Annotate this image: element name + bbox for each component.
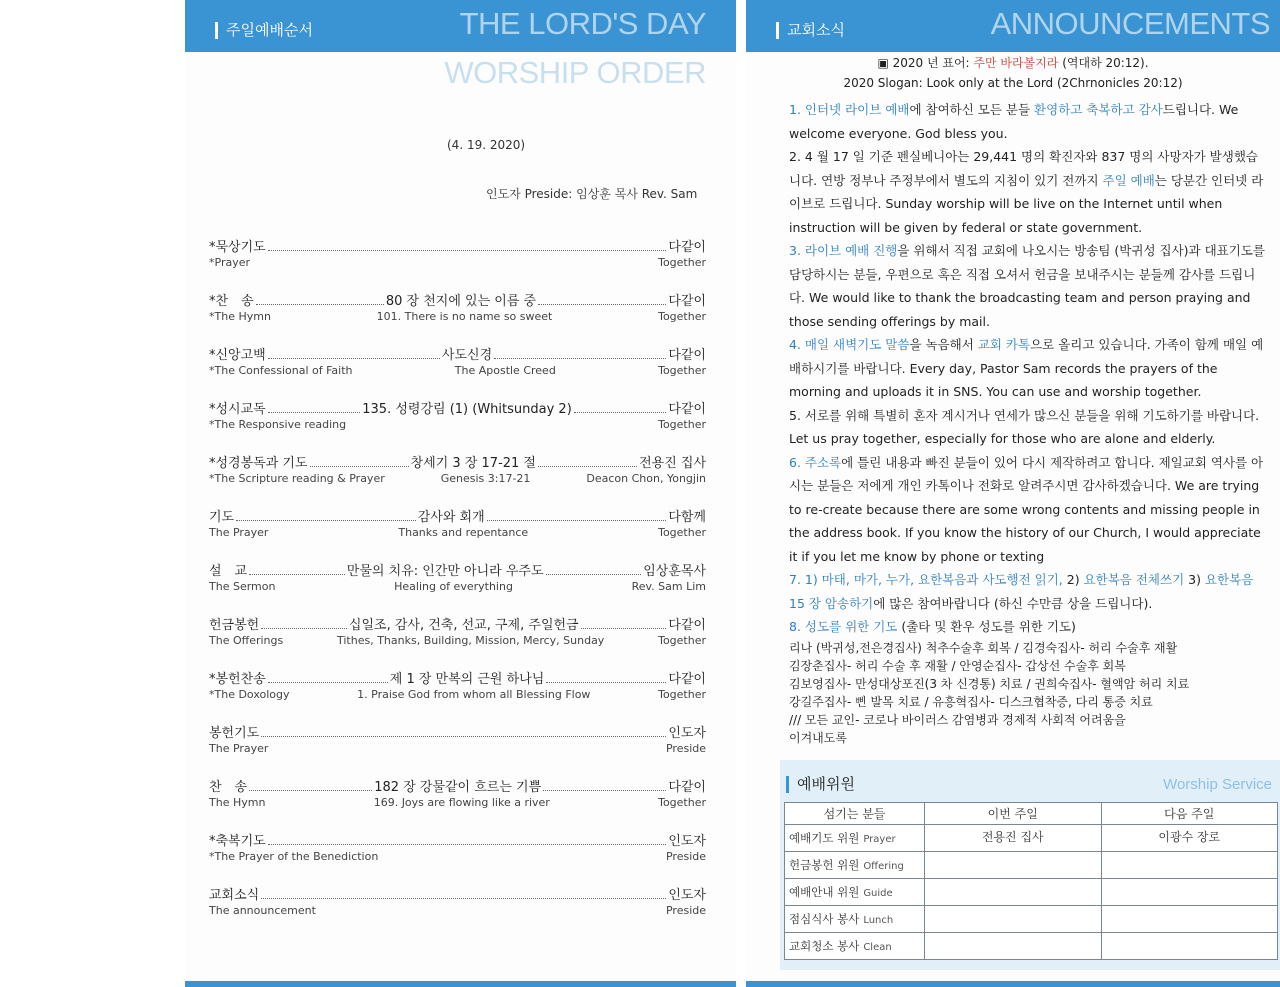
leader-dots xyxy=(546,574,642,575)
ann-highlight: 1. 인터넷 라이브 예배 xyxy=(789,102,910,117)
item-ko-row xyxy=(209,668,706,688)
item-en-row xyxy=(209,634,706,647)
item-content-en: 101. There is no name so sweet xyxy=(376,310,553,323)
item-en-row xyxy=(209,418,706,431)
leader-dots xyxy=(543,790,666,791)
ann-text: 에 참여하신 모든 분들 xyxy=(909,102,1031,117)
item-en-row xyxy=(209,472,706,485)
item-ko-row xyxy=(209,506,706,526)
table-header-row xyxy=(785,803,1278,825)
worship-service-box xyxy=(780,760,1280,970)
item-title-ko: *봉헌찬송 xyxy=(209,672,266,687)
table-row xyxy=(785,933,1278,960)
item-leader-ko: 인도자 xyxy=(668,888,706,903)
leader-dots xyxy=(236,520,416,521)
item-title-en: *The Doxology xyxy=(209,688,290,701)
leader-dots xyxy=(310,466,409,467)
item-leader-en: Preside xyxy=(665,742,706,755)
item-leader-ko: 다같이 xyxy=(668,294,707,309)
item-leader-en: Deacon Chon, Yongjin xyxy=(586,472,706,485)
order-item xyxy=(209,776,706,830)
staff-title-en: Worship Service xyxy=(1163,776,1272,793)
ann-text: 2. 4 월 17 일 기준 펜실베니아는 29,441 명의 확진자와 837 명의 사망자가 발생했습니다. 연방 정부나 주정부에서 별도의 지침이 있기 전까지 xyxy=(789,149,1258,188)
item-leader-ko: 인도자 xyxy=(668,726,706,741)
this-week-cell xyxy=(925,879,1102,906)
item-ko-row xyxy=(209,830,706,850)
item-title-en: *The Responsive reading xyxy=(209,418,347,431)
table-row xyxy=(785,825,1278,852)
item-content-en xyxy=(316,904,666,917)
prayer-line: /// 모든 교인- 코로나 바이러스 감염병과 경제적 사회적 어려움을 xyxy=(789,712,1126,727)
item-content-ko: 사도신경 xyxy=(441,348,493,363)
item-content-en xyxy=(346,418,658,431)
worship-order-page xyxy=(185,0,736,987)
leader-dots xyxy=(487,520,667,521)
order-list xyxy=(209,236,706,938)
item-ko-row xyxy=(209,236,706,256)
ann-highlight: 요한복음 15 장 암송하기 xyxy=(789,572,1254,611)
ann-highlight: 8. 성도를 위한 기도 xyxy=(789,619,898,634)
ann-highlight: 7. 1) xyxy=(789,572,818,587)
item-title-en: The Prayer xyxy=(209,742,269,755)
item-leader-ko: 다같이 xyxy=(668,672,706,687)
item-ko-row xyxy=(209,614,706,634)
item-leader-en: Together xyxy=(658,418,706,431)
role-en: Lunch xyxy=(863,915,894,926)
item-title-en: The Prayer xyxy=(209,526,269,539)
page-title: THE LORD'S DAY xyxy=(459,6,706,41)
bottom-bar xyxy=(185,981,736,987)
section-tab: 교회소식 xyxy=(776,22,845,39)
item-en-row xyxy=(209,310,706,323)
order-item xyxy=(209,560,706,614)
item-en-row xyxy=(209,796,706,809)
ann-highlight: 6. 주소록 xyxy=(789,454,842,470)
order-item xyxy=(209,668,706,722)
item-title-ko: 봉헌기도 xyxy=(209,726,260,741)
leader-dots xyxy=(546,682,666,683)
order-item xyxy=(209,614,706,668)
order-item xyxy=(209,290,706,344)
item-en-row xyxy=(209,850,706,863)
item-content-en xyxy=(250,256,658,269)
item-leader-ko: 다같이 xyxy=(668,240,706,255)
item-content-ko: 135. 성령강림 (1) (Whitsunday 2) xyxy=(362,402,572,417)
item-content-en: The Apostle Creed xyxy=(454,364,556,377)
this-week-cell xyxy=(925,933,1102,960)
item-title-en: *The Hymn xyxy=(209,310,271,323)
prayer-line: 리나 (박귀성,전은경집사) 척추수술후 회복 / 김경숙집사- 허리 수술후 재활 xyxy=(789,640,1178,655)
item-leader-ko: 임상훈목사 xyxy=(643,564,706,579)
ann-highlight: 요한복음 전체쓰기 xyxy=(1083,572,1185,587)
column-header: 다음 주일 xyxy=(1101,803,1278,825)
ann-highlight: 3. 라이브 예배 진행 xyxy=(789,243,898,258)
staff-table xyxy=(784,802,1278,960)
item-leader-ko: 다함께 xyxy=(668,510,706,525)
role-en: Clean xyxy=(863,942,892,953)
announcement-2 xyxy=(789,145,1267,239)
leader-dots xyxy=(261,898,666,899)
ann-text: 에 틀린 내용과 빠진 분들이 있어 다시 제작하려고 합니다. 제일교회 역사를 아시는 분들은 저에게 개인 카톡이나 전화로 알려주시면 감사하겠습니다. We are trying to re-create because there are some wrong contents and missing people in the address book. If you know the history of our Church, I would appreciate it if you let me know by phone or texting xyxy=(789,454,1264,564)
next-week-cell xyxy=(1101,933,1278,960)
header-bar xyxy=(185,0,736,52)
item-title-ko: 기도 xyxy=(209,510,235,525)
page-subtitle: WORSHIP ORDER xyxy=(444,55,706,90)
role-en: Offering xyxy=(863,861,904,872)
ann-text: (출타 및 환우 성도를 위한 기도) xyxy=(901,619,1076,634)
item-title-en: *The Prayer of the Benediction xyxy=(209,850,379,863)
item-content-en xyxy=(268,742,666,755)
item-ko-row xyxy=(209,884,706,904)
role-cell xyxy=(785,852,925,879)
item-title-en: *Prayer xyxy=(209,256,251,269)
order-item xyxy=(209,344,706,398)
ann-highlight: 환영하고 축복하고 감사 xyxy=(1034,102,1163,117)
item-title-ko: *묵상기도 xyxy=(209,240,266,255)
item-ko-row xyxy=(209,560,706,580)
leader-dots xyxy=(538,466,637,467)
column-header: 이번 주일 xyxy=(925,803,1102,825)
order-item xyxy=(209,722,706,776)
item-leader-en: Together xyxy=(658,526,706,539)
item-ko-row xyxy=(209,722,706,742)
prayer-line: 이겨내도록 xyxy=(789,730,847,745)
ann-text: 는 당분간 인터넷 라이브로 드립니다. Sunday worship will be live on the Internet until when instruction will be given by federal or state government. xyxy=(789,172,1264,235)
item-title-en: The Sermon xyxy=(209,580,276,593)
item-en-row xyxy=(209,904,706,917)
item-content-en: Tithes, Thanks, Building, Mission, Mercy, Sunday xyxy=(336,634,605,647)
next-week-cell: 이광수 장로 xyxy=(1101,825,1278,852)
column-header: 섬기는 분들 xyxy=(785,803,925,825)
leader-dots xyxy=(249,574,345,575)
item-title-en: *The Scripture reading & Prayer xyxy=(209,472,385,485)
item-content-ko: 182 장 강물같이 흐르는 기쁨 xyxy=(374,780,542,795)
ann-text: 에 많은 참여바랍니다 (하신 수만큼 상을 드립니다). xyxy=(873,595,1153,611)
role-cell xyxy=(785,825,925,852)
table-row xyxy=(785,879,1278,906)
item-en-row xyxy=(209,580,706,593)
ann-text: 을 녹음해서 xyxy=(909,337,974,352)
role-cell xyxy=(785,933,925,960)
role-en: Guide xyxy=(863,888,893,899)
item-title-en: *The Confessional of Faith xyxy=(209,364,353,377)
item-title-en: The announcement xyxy=(209,904,316,917)
item-title-ko: 헌금봉헌 xyxy=(209,618,260,633)
item-title-ko: *성경봉독과 기도 xyxy=(209,456,308,471)
item-content-en: Healing of everything xyxy=(394,580,513,593)
slogan-highlight: 주만 바라볼지라 xyxy=(973,56,1059,70)
item-en-row xyxy=(209,256,706,269)
order-item xyxy=(209,398,706,452)
ann-highlight: 주일 예배 xyxy=(1102,172,1155,188)
item-ko-row xyxy=(209,452,706,472)
item-leader-ko: 인도자 xyxy=(668,834,706,849)
ann-highlight: 마태, 마가, 누가, 요한복음과 사도행전 읽기, xyxy=(821,572,1063,587)
item-content-ko: 만물의 치유: 인간만 아니라 우주도 xyxy=(346,564,544,579)
item-content-ko: 창세기 3 장 17-21 절 xyxy=(410,456,536,471)
announcement-6 xyxy=(789,451,1267,569)
item-leader-en: Together xyxy=(658,634,706,647)
item-title-ko: *찬 송 xyxy=(209,294,254,309)
staff-tab: 예배위원 xyxy=(786,776,855,793)
item-title-en: The Hymn xyxy=(209,796,266,809)
this-week-cell: 전용진 집사 xyxy=(925,825,1102,852)
announcement-1 xyxy=(789,98,1267,145)
this-week-cell xyxy=(925,906,1102,933)
order-item xyxy=(209,884,706,938)
leader-dots xyxy=(261,628,347,629)
leader-dots xyxy=(261,736,666,737)
item-content-en xyxy=(378,850,666,863)
slogan-suffix: (역대하 20:12). xyxy=(1062,56,1149,70)
ann-text: 2) xyxy=(1066,572,1080,587)
table-row xyxy=(785,906,1278,933)
ann-text: 3) xyxy=(1188,572,1201,587)
item-leader-ko: 다같이 xyxy=(668,348,706,363)
announcement-3 xyxy=(789,239,1267,333)
next-week-cell xyxy=(1101,906,1278,933)
slogan-prefix: ▣ 2020 년 표어: xyxy=(877,56,970,70)
role-ko: 예배안내 위원 xyxy=(789,885,860,899)
prayer-line: 강길주집사- 삔 발목 치료 / 유흥혁집사- 디스크협착증, 다리 통증 치료 xyxy=(789,694,1153,709)
item-content-en: 169. Joys are flowing like a river xyxy=(373,796,550,809)
bottom-bar xyxy=(746,981,1280,987)
role-cell xyxy=(785,906,925,933)
item-leader-en: Preside xyxy=(665,850,706,863)
leader-dots xyxy=(538,304,666,305)
announcement-list xyxy=(789,98,1267,747)
leader-dots xyxy=(256,304,384,305)
item-title-ko: *축복기도 xyxy=(209,834,266,849)
item-leader-ko: 다같이 xyxy=(668,402,706,417)
item-leader-ko: 전용진 집사 xyxy=(639,456,707,471)
leader-dots xyxy=(268,412,361,413)
announcements-page xyxy=(746,0,1280,987)
prayer-line: 김보영집사- 만성대상포진(3 차 신경통) 치료 / 권희숙집사- 혈액암 허리 치료 xyxy=(789,676,1190,691)
ann-text: 으로 올리고 있습니다. 가족이 함께 매일 예배하시기를 바랍니다. Every day, Pastor Sam records the prayers of the morning and uploads it in SNS. You can use and worship together. xyxy=(789,337,1264,399)
role-cell xyxy=(785,879,925,906)
item-leader-en: Together xyxy=(658,310,706,323)
item-en-row xyxy=(209,526,706,539)
leader-dots xyxy=(268,682,388,683)
item-title-en: The Offerings xyxy=(209,634,284,647)
leader-dots xyxy=(494,358,666,359)
item-title-ko: *성시교독 xyxy=(209,402,266,417)
page-title: ANNOUNCEMENTS xyxy=(990,6,1270,41)
item-title-ko: *신앙고백 xyxy=(209,348,266,363)
role-ko: 점심식사 봉사 xyxy=(789,912,860,926)
item-title-ko: 설 교 xyxy=(209,564,248,579)
service-date: (4. 19. 2020) xyxy=(447,138,526,152)
item-en-row xyxy=(209,742,706,755)
item-content-ko: 80 장 천지에 있는 이름 중 xyxy=(385,294,537,309)
item-ko-row xyxy=(209,776,706,796)
leader-dots xyxy=(268,250,667,251)
table-row xyxy=(785,852,1278,879)
item-content-ko: 십일조, 감사, 건축, 선교, 구제, 주일헌금 xyxy=(348,618,579,633)
item-content-ko: 감사와 회개 xyxy=(417,510,485,525)
item-content-en: Genesis 3:17-21 xyxy=(440,472,531,485)
item-ko-row xyxy=(209,290,706,310)
order-item xyxy=(209,830,706,884)
item-leader-en: Together xyxy=(658,256,706,269)
leader-dots xyxy=(268,358,440,359)
slogan-ko xyxy=(746,54,1280,71)
order-item xyxy=(209,236,706,290)
slogan-en: 2020 Slogan: Look only at the Lord (2Chrnonicles 20:12) xyxy=(843,76,1183,90)
item-ko-row xyxy=(209,398,706,418)
announcement-5: 5. 서로를 위해 특별히 혼자 계시거나 연세가 많으신 분들을 위해 기도하기를 바랍니다. Let us pray together, especially for those who are alone and elderly. xyxy=(789,407,1260,446)
item-leader-ko: 다같이 xyxy=(668,618,706,633)
item-ko-row xyxy=(209,344,706,364)
item-en-row xyxy=(209,364,706,377)
ann-highlight: 교회 카톡 xyxy=(977,337,1031,352)
prayer-line: 김장춘집사- 허리 수술 후 재활 / 안영순집사- 갑상선 수술후 회복 xyxy=(789,658,1126,673)
item-leader-en: Rev. Sam Lim xyxy=(631,580,706,593)
next-week-cell xyxy=(1101,852,1278,879)
item-leader-ko: 다같이 xyxy=(668,780,706,795)
ann-text: 을 위해서 직접 교회에 나오시는 방송팀 (박귀성 집사)과 대표기도를 담당하시는 분들, 우편으로 혹은 직접 오셔서 헌금을 보내주시는 분들께 감사를 드립니다. We would like to thank the broadcasting team and person praying and those sending offerings by mail. xyxy=(789,243,1265,329)
announcement-4 xyxy=(789,333,1267,404)
role-ko: 예배기도 위원 xyxy=(789,831,860,845)
leader-dots xyxy=(249,790,372,791)
this-week-cell xyxy=(925,852,1102,879)
next-week-cell xyxy=(1101,879,1278,906)
item-content-en: Thanks and repentance xyxy=(398,526,529,539)
item-en-row xyxy=(209,688,706,701)
leader-dots xyxy=(574,412,667,413)
role-ko: 헌금봉헌 위원 xyxy=(789,858,860,872)
leader-dots xyxy=(268,844,667,845)
announcement-7 xyxy=(789,568,1267,615)
item-leader-en: Preside xyxy=(665,904,706,917)
leader-dots xyxy=(581,628,667,629)
item-title-ko: 찬 송 xyxy=(209,780,248,795)
item-leader-en: Together xyxy=(658,364,706,377)
announcement-8 xyxy=(789,615,1267,639)
item-title-ko: 교회소식 xyxy=(209,888,260,903)
ann-text: 드립니다. We welcome everyone. God bless you. xyxy=(789,102,1239,141)
header-bar xyxy=(746,0,1280,52)
item-content-en: 1. Praise God from whom all Blessing Flow xyxy=(357,688,591,701)
item-leader-en: Together xyxy=(658,796,706,809)
preside-line: 인도자 Preside: 임상훈 목사 Rev. Sam xyxy=(486,187,698,201)
role-ko: 교회청소 봉사 xyxy=(789,939,860,953)
section-tab: 주일예배순서 xyxy=(215,22,313,39)
ann-highlight: 4. 매일 새벽기도 말씀 xyxy=(789,337,910,352)
item-leader-en: Together xyxy=(658,688,706,701)
role-en: Prayer xyxy=(863,834,896,845)
item-content-ko: 제 1 장 만복의 근원 하나님 xyxy=(389,672,545,687)
order-item xyxy=(209,506,706,560)
order-item xyxy=(209,452,706,506)
